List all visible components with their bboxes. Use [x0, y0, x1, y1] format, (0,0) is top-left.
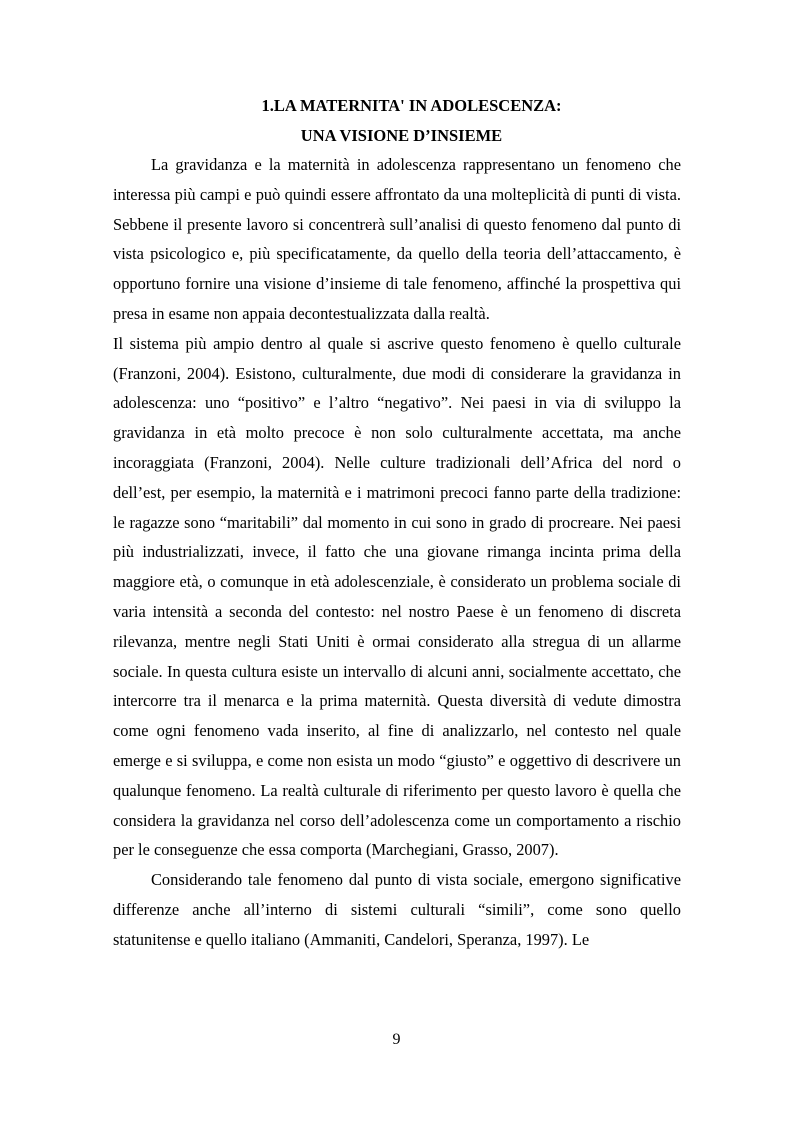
paragraph-social-view: Considerando tale fenomeno dal punto di vista sociale, emergono significative differenze anche all’interno di sistemi culturali “simili”, come sono quello statunitense e quello italiano (Ammaniti, Candelori, Speranza, 1997). Le [113, 870, 681, 949]
chapter-subtitle: UNA VISIONE D’INSIEME [300, 126, 503, 145]
chapter-title: 1.LA MATERNITA' IN ADOLESCENZA: [261, 96, 562, 115]
paragraph-intro: La gravidanza e la maternità in adolescenza rappresentano un fenomeno che interessa più campi e può quindi essere affrontato da una molteplicità di punti di vista. Sebbene il presente lavoro si concentrerà sull’analisi di questo fenomeno dal punto di vista psicologico e, più specificatamente, da quello della teoria dell’attaccamento, è opportuno fornire una visione d’insieme di tale fenomeno, affinché la prospettiva qui presa in esame non appaia decontestualizzata dalla realtà. [113, 155, 681, 323]
paragraph-cultural-system: Il sistema più ampio dentro al quale si ascrive questo fenomeno è quello culturale (Franzoni, 2004). Esistono, culturalmente, due modi di considerare la gravidanza in adolescenza: uno “positivo” e l’altro “negativo”. Nei paesi in via di sviluppo la gravidanza in età molto precoce è non solo culturalmente accettata, ma anche incoraggiata (Franzoni, 2004). Nelle culture tradizionali dell’Africa del nord o dell’est, per esempio, la maternità e i matrimoni precoci fanno parte della tradizione: le ragazze sono “maritabili” dal momento in cui sono in grado di procreare. Nei paesi più industrializzati, invece, il fatto che una giovane rimanga incinta prima della maggiore età, o comunque in età adolescenziale, è considerato un problema sociale di varia intensità a seconda del contesto: nel nostro Paese è un fenomeno di discreta rilevanza, mentre negli Stati Uniti è ormai considerato alla stregua di un allarme sociale. In questa cultura esiste un intervallo di alcuni anni, socialmente accettato, che intercorre tra il menarca e la prima maternità. Questa diversità di vedute dimostra come ogni fenomeno vada inserito, al fine di analizzarlo, nel contesto nel quale emerge e si sviluppa, e come non esista un modo “giusto” e oggettivo di descrivere un qualunque fenomeno. La realtà culturale di riferimento per questo lavoro è quella che considera la gravidanza nel corso dell’adolescenza come un comportamento a rischio per le conseguenze che essa comporta (Marchegiani, Grasso, 2007). [113, 333, 681, 860]
page-number: 9 [392, 1031, 401, 1048]
body-text [113, 150, 681, 955]
